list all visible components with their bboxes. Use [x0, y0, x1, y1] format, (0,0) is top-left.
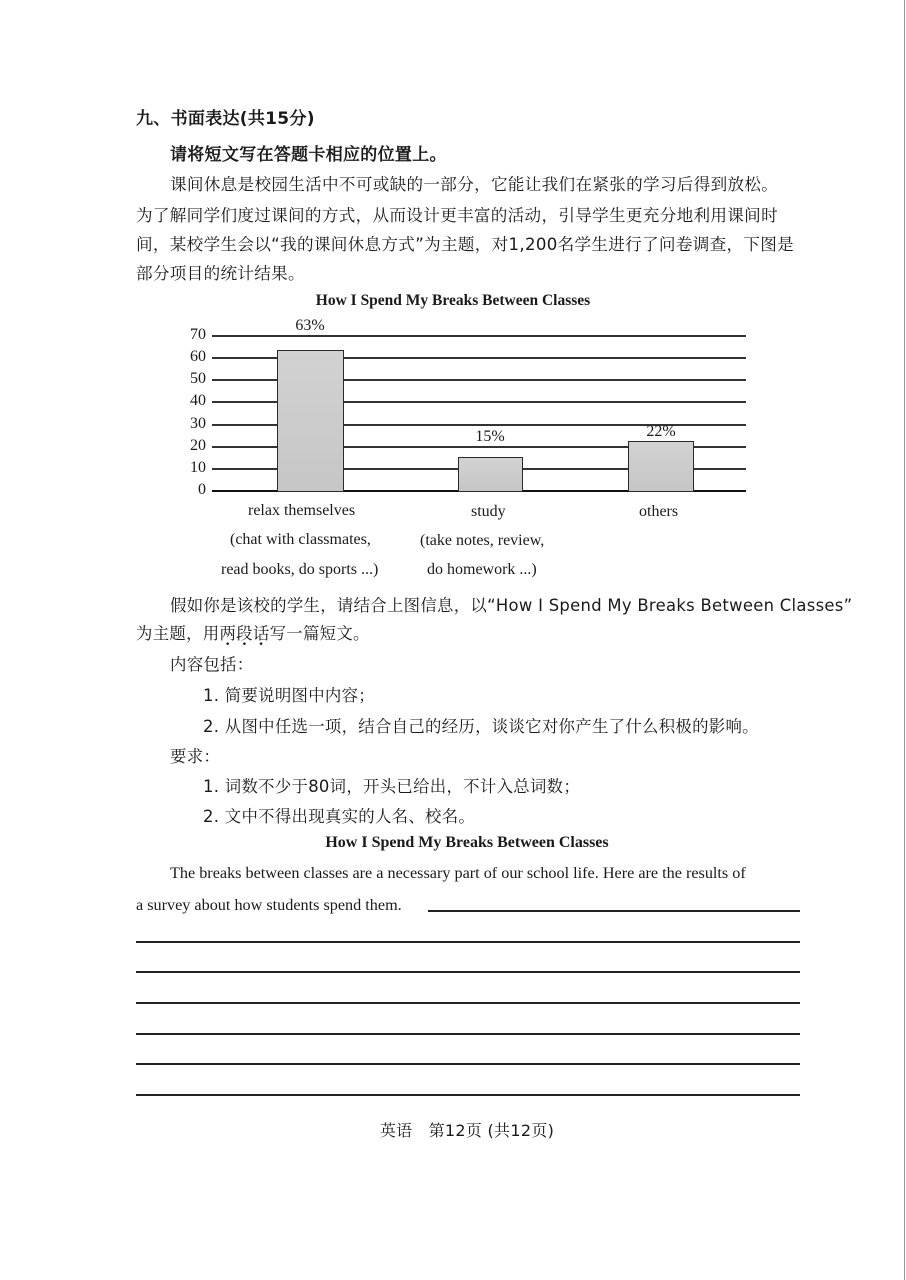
content-item: 2. 从图中任选一项，结合自己的经历，谈谈它对你产生了什么积极的影响。	[203, 717, 759, 736]
content-label: 内容包括：	[170, 655, 254, 674]
chart-title: How I Spend My Breaks Between Classes	[315, 292, 591, 309]
content-item: 1. 简要说明图中内容；	[203, 686, 375, 705]
bar-relax-themselves	[277, 350, 344, 492]
category-note: (chat with classmates,	[230, 531, 371, 548]
intro-line: 为了解同学们度过课间的方式，从而设计更丰富的活动，引导学生更充分地利用课间时	[136, 206, 778, 225]
answer-title: How I Spend My Breaks Between Classes	[325, 834, 609, 851]
y-tick: 0	[198, 481, 206, 498]
task-prompt-line2	[136, 620, 370, 644]
category-note: do homework ...)	[427, 561, 537, 578]
bar-chart	[180, 316, 760, 516]
y-tick: 40	[190, 392, 206, 409]
page-footer: 英语 第12页 (共12页)	[379, 1121, 555, 1140]
y-tick: 20	[190, 437, 206, 454]
answer-opening-line1: The breaks between classes are a necessary part of our school life. Here are the results of	[170, 864, 746, 882]
bar-value-label: 63%	[295, 317, 325, 334]
section-instruction: 请将短文写在答题卡相应的位置上。	[170, 145, 447, 165]
answer-blank-inline[interactable]	[428, 910, 800, 912]
requirement-item: 2. 文中不得出现真实的人名、校名。	[203, 807, 476, 826]
category-note: (take notes, review,	[420, 532, 545, 549]
answer-blank-line[interactable]	[136, 1033, 800, 1035]
answer-blank-line[interactable]	[136, 941, 800, 943]
category-note: read books, do sports ...)	[221, 561, 379, 578]
emphasis-char: 段	[236, 624, 253, 643]
y-tick: 30	[190, 415, 206, 432]
emphasis-char: 两	[219, 624, 237, 643]
intro-line: 间，某校学生会以“我的课间休息方式”为主题，对1,200名学生进行了问卷调查，下图是	[136, 235, 795, 254]
category-label: others	[639, 503, 679, 520]
bar-value-label: 15%	[475, 428, 505, 445]
answer-blank-line[interactable]	[136, 1002, 800, 1004]
answer-blank-line[interactable]	[136, 1063, 800, 1065]
y-tick: 60	[190, 348, 206, 365]
emphasis-char: 话	[252, 624, 270, 643]
bar-study	[458, 457, 523, 492]
category-label: relax themselves	[248, 502, 356, 519]
y-tick: 70	[190, 326, 206, 343]
requirement-item: 1. 词数不少于80词，开头已给出，不计入总词数；	[203, 777, 581, 796]
y-tick: 50	[190, 370, 206, 387]
y-tick: 10	[190, 459, 206, 476]
section-title: 九、书面表达(共15分)	[136, 109, 315, 129]
answer-blank-line[interactable]	[136, 1094, 800, 1096]
task-prompt-line1: 假如你是该校的学生，请结合上图信息，以“How I Spend My Breaks Between Classes”	[170, 596, 853, 615]
prompt-pre: 为主题，用	[136, 624, 220, 643]
answer-blank-line[interactable]	[136, 971, 800, 973]
intro-line: 部分项目的统计结果。	[136, 264, 305, 283]
prompt-post: 写一篇短文。	[269, 624, 370, 643]
intro-line: 课间休息是校园生活中不可或缺的一部分，它能让我们在紧张的学习后得到放松。	[170, 175, 779, 194]
answer-opening-line2: a survey about how students spend them.	[136, 896, 402, 914]
requirements-label: 要求：	[170, 747, 221, 766]
bar-value-label: 22%	[646, 423, 676, 440]
bar-others	[628, 441, 694, 492]
gridline-70	[212, 335, 746, 337]
category-label: study	[471, 503, 506, 520]
page-edge	[904, 0, 905, 1280]
